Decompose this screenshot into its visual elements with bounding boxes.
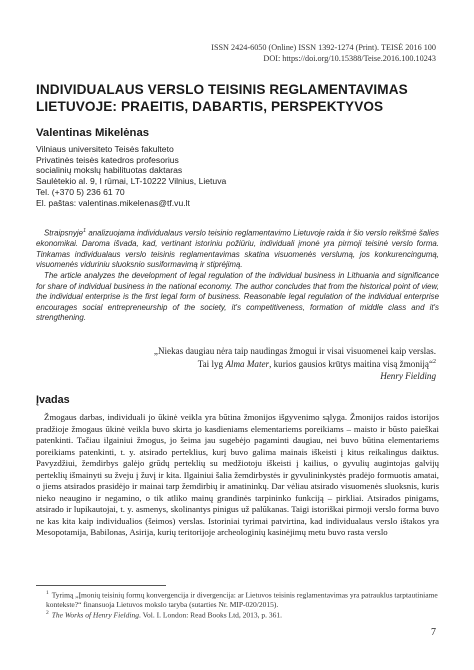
abstract-english: [36, 271, 439, 324]
epigraph-line-1: „Niekas daugiau nėra taip naudingas žmogui ir visai visuomenei kaip verslas.: [153, 346, 436, 356]
footnote-marker-2[interactable]: 2: [433, 359, 436, 366]
article-title: [36, 82, 436, 115]
section-heading: Įvadas: [36, 394, 70, 406]
footnote-number: 1: [46, 590, 49, 596]
footnote-2: [36, 609, 439, 620]
author-name: Valentinas Mikelėnas: [36, 127, 150, 139]
title-line-1: INDIVIDUALAUS VERSLO TEISINIS REGLAMENTAVIMAS: [36, 82, 408, 97]
footnote-number: 2: [46, 610, 49, 617]
author-affiliation: [36, 144, 436, 208]
footnote-italic-title: The Works of Henry Fielding: [51, 610, 139, 620]
abstract-lt-text: analizuojama individualaus verslo teisinio reglamentavimo Lietuvoje raida ir šio verslo reikšmė šalies ekonomikai. Daroma išvada, kad, vertinant istoriniu požiūriu, individuali įmonė yra pirmoji teisinė verslo forma. Tinkamas individualaus verslo teisinis reglamentavimas skatina visuomenės verslumą, jos konkurencingumą, visuomenės viduriniu sluoksnio susiformavimą ir stiprėjimą.: [36, 228, 439, 270]
footnote-marker-1[interactable]: 1: [83, 228, 87, 234]
page-number: 7: [431, 627, 436, 638]
affiliation-line: Tel. (+370 5) 236 61 70: [36, 186, 125, 197]
epigraph-line-2: [106, 357, 436, 370]
footnote-text: . Vol. I. London: Read Books Ltd, 2013, p. 361.: [138, 610, 283, 620]
issn-line: ISSN 2424-6050 (Online) ISSN 1392-1274 (Print). TEISĖ 2016 100: [211, 43, 436, 52]
affiliation-line: Saulėtekio al. 9, I rūmai, LT-10222 Vilnius, Lietuva: [36, 176, 227, 187]
affiliation-line: Vilniaus universiteto Teisės fakulteto: [36, 144, 174, 154]
abstract-lithuanian: [36, 226, 439, 271]
epigraph: [106, 346, 436, 382]
footnote-divider: [36, 585, 166, 586]
affiliation-line: Privatinės teisės katedros profesorius: [36, 154, 179, 165]
epigraph-italic-text: Alma Mater: [225, 359, 270, 370]
epigraph-attribution: Henry Fielding: [380, 370, 436, 381]
affiliation-line: socialinių mokslų habilituotas daktaras: [36, 165, 183, 176]
title-line-2: LIETUVOJE: PRAEITIS, DABARTIS, PERSPEKTYVOS: [36, 98, 384, 114]
footnote-1: [36, 589, 439, 609]
body-paragraph: Žmogaus darbas, individuali jo ūkinė veikla yra būtina žmonijos išgyvenimo sąlyga. Žmonijos raidos istorijos pradžioje žmogaus ūkinė veikla buvo skirta jo kasdieniams elementariems poreikiams – maisto ir būsto paieškai patenkinti. Tačiau ilgainiui žmogus, jo šeima jau sugebėjo pagaminti daugiau, nei buvo būtina elementariems poreikiams patenkinti, t. y. atsirado perteklius, kurį buvo galima mainais iškeisti į kitus reikalingus daiktus. Pavyzdžiui, žemdirbys galėjo grūdų perteklių su medžiotoju iškeisti į kailius, o gyvulių augintojas galvijų perteklių išmainyti su žveju į žuvį ir kita. Ilgainiui šalia žemdirbystės ir gyvulininkystės pradėjo formuotis amatai, o jiems atsirados prasidėjo ir mainai tarp žemdirbių ir amatininkų. Dar vėliau atsirado visuomenės sluoksnis, kuris nieko neaugino ir negamino, o tik atliko mainų grandinės tarpininko funkciją – pirkliai. Atsirados pinigams, atsirado ir lupikautojai, t. y. asmenys, skolinantys pinigus už palūkanas. Taigi istoriškai pirmoji verslo forma buvo ne kas kita kaip individualios (šeimos) verslas. Istoriniai tyrimai patvirtina, kad individualaus verslo ištakos yra Mesopotamija, Babilonas, Asirija, kurių teritorijoje archeologinių kasinėjimų metu buvo rasta verslo: [36, 412, 439, 538]
footnotes: [36, 589, 439, 620]
footnote-text: Tyrimą „Įmonių teisinių formų konvergencija ir divergencija: ar Lietuvos teisinis reglamentavimas yra patrauklus tarptautiniame kontekste?“ finansuoja Lietuvos mokslo taryba (sutarties Nr. MIP-020/2015).: [46, 590, 438, 609]
author-email: El. paštas: valentinas.mikelenas@tf.vu.lt: [36, 197, 190, 208]
journal-header: [136, 42, 436, 64]
epigraph-text: Tai lyg: [197, 359, 226, 370]
abstract-en-text: The article analyzes the development of legal regulation of the individual business in Lithuania and significance for share of individual business in the national economy. The author concludes that from the historical point of view, the individual enterprise is the first legal form of business. Reasonable legal regulation of the individual enterprise encourages social entrepreneurship of the society, it's competitiveness, formation of middle class and it's strengthening.: [36, 271, 439, 322]
doi-line: DOI: https://doi.org/10.15388/Teise.2016.100.10243: [263, 54, 436, 63]
abstract-lt-first-word: Straipsnyje: [44, 228, 84, 238]
epigraph-text: , kurios gausios krūtys maitina visą žmoniją“: [269, 359, 433, 370]
